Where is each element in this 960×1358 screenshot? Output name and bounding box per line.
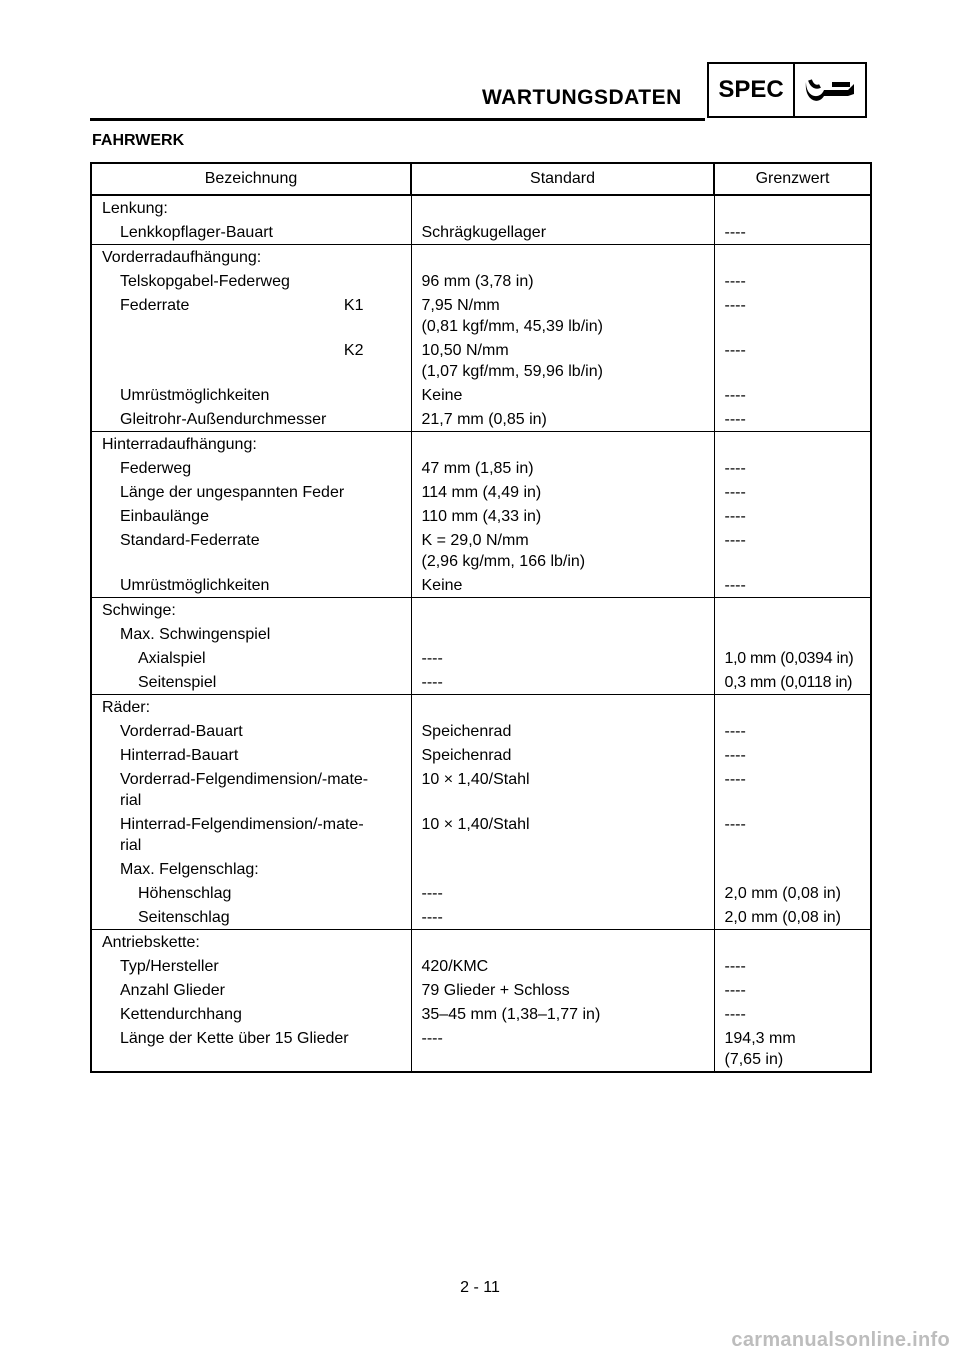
row-limit: ---- — [724, 484, 746, 501]
table-row — [91, 383, 871, 407]
row-standard-line: 7,95 N/mm — [421, 297, 500, 314]
table-row — [91, 719, 871, 743]
row-limit: ---- — [724, 224, 746, 241]
table-row — [91, 670, 871, 695]
row-limit: ---- — [724, 958, 746, 975]
row-limit: ---- — [724, 342, 746, 359]
row-standard: Keine — [421, 387, 463, 404]
row-label: Höhenschlag — [138, 885, 232, 902]
table-row — [91, 767, 871, 812]
row-limit: ---- — [724, 577, 746, 594]
row-standard — [412, 293, 714, 338]
header-title: WARTUNGSDATEN — [482, 86, 682, 109]
watermark: carmanualsonline.info — [731, 1329, 950, 1351]
row-limit: 2,0 mm (0,08 in) — [724, 909, 841, 926]
row-label: Gleitrohr-Außendurchmesser — [120, 411, 327, 428]
table-row — [91, 622, 871, 646]
group-title: Hinterradaufhängung: — [102, 436, 257, 453]
group-title: Vorderradaufhängung: — [102, 249, 262, 266]
row-label-line: Hinterrad-Felgendimension/-mate- — [120, 816, 364, 833]
row-subheading: Max. Felgenschlag: — [120, 861, 259, 878]
spec-badge — [707, 62, 867, 118]
section-title: FAHRWERK — [92, 132, 185, 149]
table-row — [91, 407, 871, 432]
row-standard: 114 mm (4,49 in) — [421, 484, 542, 501]
table-row — [91, 480, 871, 504]
row-sublabel: K1 — [343, 297, 364, 314]
row-limit: ---- — [724, 297, 746, 314]
row-label: Einbaulänge — [120, 508, 209, 525]
row-label: Anzahl Glieder — [120, 982, 225, 999]
row-standard: 10 × 1,40/Stahl — [421, 771, 530, 788]
row-label-line: rial — [120, 792, 142, 809]
row-standard: 10 × 1,40/Stahl — [421, 816, 530, 833]
table-row — [91, 338, 871, 383]
row-limit-line: 194,3 mm — [724, 1030, 796, 1047]
table-row — [91, 456, 871, 480]
row-standard: ---- — [421, 650, 443, 667]
group-schwinge — [91, 598, 871, 695]
row-standard: Speichenrad — [421, 723, 512, 740]
table-row — [91, 598, 871, 623]
row-standard: ---- — [421, 909, 443, 926]
row-limit: ---- — [724, 508, 746, 525]
group-title: Schwinge: — [102, 602, 176, 619]
specification-table — [90, 162, 872, 1073]
row-label: Hinterrad-Bauart — [120, 747, 239, 764]
row-limit: ---- — [724, 411, 746, 428]
row-label: Vorderrad-Bauart — [120, 723, 243, 740]
table-header-row — [91, 163, 871, 195]
row-label-line: rial — [120, 837, 142, 854]
row-label: Seitenschlag — [138, 909, 230, 926]
row-limit: ---- — [724, 723, 746, 740]
row-limit — [715, 1026, 871, 1071]
row-label: Lenkkopflager-Bauart — [120, 224, 273, 241]
row-limit-line: (7,65 in) — [724, 1051, 784, 1068]
row-label — [92, 812, 411, 857]
row-standard: 110 mm (4,33 in) — [421, 508, 542, 525]
table-row — [91, 743, 871, 767]
group-antriebskette — [91, 930, 871, 1073]
table-row — [91, 905, 871, 930]
table-row — [91, 195, 871, 220]
row-standard: Keine — [421, 577, 463, 594]
row-label: Länge der Kette über 15 Glieder — [120, 1030, 349, 1047]
table-row — [91, 220, 871, 245]
group-hinterradaufhaengung — [91, 432, 871, 598]
group-title: Räder: — [102, 699, 151, 716]
table-row — [91, 646, 871, 670]
row-standard: ---- — [421, 1030, 443, 1047]
row-limit: ---- — [724, 460, 746, 477]
table-row — [91, 857, 871, 881]
row-label: Federweg — [120, 460, 192, 477]
row-sublabel: K2 — [343, 342, 364, 359]
page-number: 2 - 11 — [460, 1279, 500, 1296]
group-title: Antriebskette: — [102, 934, 200, 951]
row-label — [92, 767, 411, 812]
row-limit: ---- — [724, 387, 746, 404]
column-header-grenzwert: Grenzwert — [714, 163, 871, 195]
row-standard: 79 Glieder + Schloss — [421, 982, 570, 999]
table-row — [91, 978, 871, 1002]
row-label: Telskopgabel-Federweg — [120, 273, 290, 290]
column-header-standard: Standard — [411, 163, 714, 195]
spec-badge-text: SPEC — [709, 64, 795, 116]
table-row — [91, 528, 871, 573]
table-row — [91, 954, 871, 978]
row-limit: ---- — [724, 1006, 746, 1023]
row-limit: ---- — [724, 747, 746, 764]
row-standard: 21,7 mm (0,85 in) — [421, 411, 547, 428]
table-row — [91, 812, 871, 857]
row-standard — [412, 338, 714, 383]
row-subheading: Max. Schwingenspiel — [120, 626, 271, 643]
table-row — [91, 432, 871, 457]
row-standard-line: (2,96 kg/mm, 166 lb/in) — [421, 553, 586, 570]
wrench-icon — [802, 76, 858, 104]
row-label: Seitenspiel — [138, 674, 217, 691]
row-standard: ---- — [421, 674, 443, 691]
row-limit: 0,3 mm (0,0118 in) — [724, 674, 853, 691]
column-header-bezeichnung: Bezeichnung — [91, 163, 411, 195]
row-standard — [412, 528, 714, 573]
row-standard-line: K = 29,0 N/mm — [421, 532, 529, 549]
table-row — [91, 573, 871, 598]
row-standard: Speichenrad — [421, 747, 512, 764]
row-limit: ---- — [724, 816, 746, 833]
group-vorderradaufhaengung — [91, 245, 871, 432]
row-standard: 96 mm (3,78 in) — [421, 273, 534, 290]
table-row — [91, 930, 871, 955]
row-limit: ---- — [724, 982, 746, 999]
row-label: Umrüstmöglichkeiten — [120, 387, 270, 404]
table-row — [91, 293, 871, 338]
table-row — [91, 269, 871, 293]
row-label: Umrüstmöglichkeiten — [120, 577, 270, 594]
row-label: Standard-Federrate — [120, 532, 260, 549]
row-label: Axialspiel — [138, 650, 206, 667]
row-label: Kettendurchhang — [120, 1006, 242, 1023]
row-label: Federrate — [120, 297, 190, 314]
row-label-group — [92, 293, 411, 317]
row-standard: ---- — [421, 885, 443, 902]
group-lenkung — [91, 195, 871, 245]
row-label: Länge der ungespannten Feder — [120, 484, 345, 501]
row-label: Typ/Hersteller — [120, 958, 219, 975]
row-standard: Schrägkugellager — [421, 224, 547, 241]
row-standard: 420/KMC — [421, 958, 489, 975]
row-label-line: Vorderrad-Felgendimension/-mate- — [120, 771, 369, 788]
table-row — [91, 245, 871, 270]
table-row — [91, 881, 871, 905]
header-rule — [90, 118, 705, 121]
row-limit: 1,0 mm (0,0394 in) — [724, 650, 854, 667]
row-standard: 35–45 mm (1,38–1,77 in) — [421, 1006, 601, 1023]
table-row — [91, 1002, 871, 1026]
table-row — [91, 1026, 871, 1072]
row-limit: ---- — [724, 273, 746, 290]
spec-badge-icon-cell — [795, 64, 865, 116]
table-row — [91, 504, 871, 528]
row-standard-line: 10,50 N/mm — [421, 342, 509, 359]
row-standard-line: (1,07 kgf/mm, 59,96 lb/in) — [421, 363, 603, 380]
group-title: Lenkung: — [102, 200, 168, 217]
group-raeder — [91, 695, 871, 930]
row-limit: ---- — [724, 532, 746, 549]
row-limit: ---- — [724, 771, 746, 788]
row-standard: 47 mm (1,85 in) — [421, 460, 534, 477]
row-limit: 2,0 mm (0,08 in) — [724, 885, 841, 902]
table-row — [91, 695, 871, 720]
row-standard-line: (0,81 kgf/mm, 45,39 lb/in) — [421, 318, 603, 335]
